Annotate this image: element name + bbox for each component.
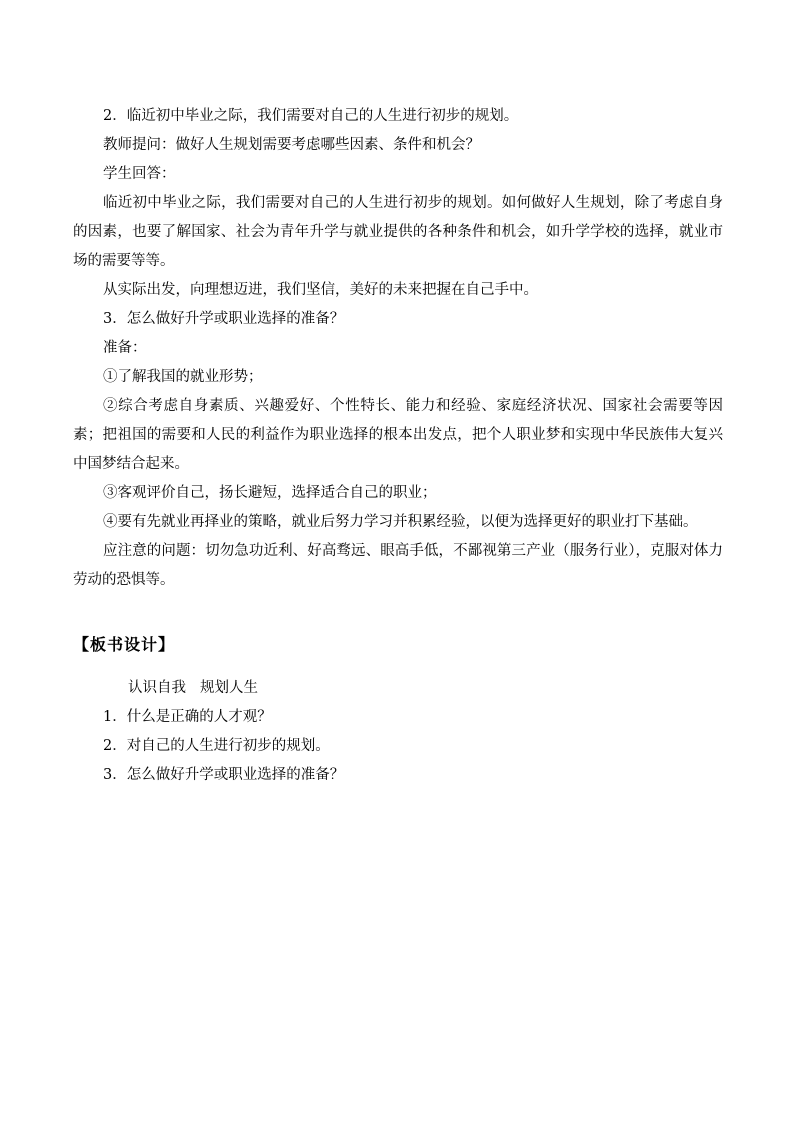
paragraph: ①了解我国的就业形势； [103,369,263,385]
paragraph: 临近初中毕业之际，我们需要对自己的人生进行初步的规划。如何做好人生规划，除了考虑自身的因素，也要了解国家、社会为青年升学与就业提供的各种条件和机会，如升学学校的选择，就业市场的需要等等。 [73,195,723,269]
board-item: 2．对自己的人生进行初步的规划。 [103,738,330,754]
board-item: 1．什么是正确的人才观？ [103,709,272,725]
paragraph: 准备： [103,340,147,356]
body-text [73,102,723,595]
board-title [73,674,723,703]
paragraph: 应注意的问题：切勿急功近利、好高骛远、眼高手低，不鄙视第三产业（服务行业），克服对体力劳动的恐惧等。 [73,543,723,588]
paragraph: 学生回答： [103,166,176,182]
paragraph: 2．临近初中毕业之际，我们需要对自己的人生进行初步的规划。 [103,108,519,124]
paragraph: 教师提问：做好人生规划需要考虑哪些因素、条件和机会？ [103,137,480,153]
board-title-part1: 认识自我 [128,680,186,696]
paragraph: 从实际出发，向理想迈进，我们坚信，美好的未来把握在自己手中。 [103,282,538,298]
section-heading: 【板书设计】 [73,635,176,654]
paragraph: 3．怎么做好升学或职业选择的准备？ [103,311,345,327]
board-design [73,674,723,790]
paragraph: ③客观评价自己，扬长避短，选择适合自己的职业； [103,485,437,501]
board-item: 3．怎么做好升学或职业选择的准备？ [103,767,345,783]
board-title-part2: 规划人生 [200,680,258,696]
paragraph: ④要有先就业再择业的策略，就业后努力学习并积累经验，以便为选择更好的职业打下基础。 [103,514,698,530]
paragraph: ②综合考虑自身素质、兴趣爱好、个性特长、能力和经验、家庭经济状况、国家社会需要等因素；把祖国的需要和人民的利益作为职业选择的根本出发点，把个人职业梦和实现中华民族伟大复兴中国梦结合起来。 [73,398,723,472]
